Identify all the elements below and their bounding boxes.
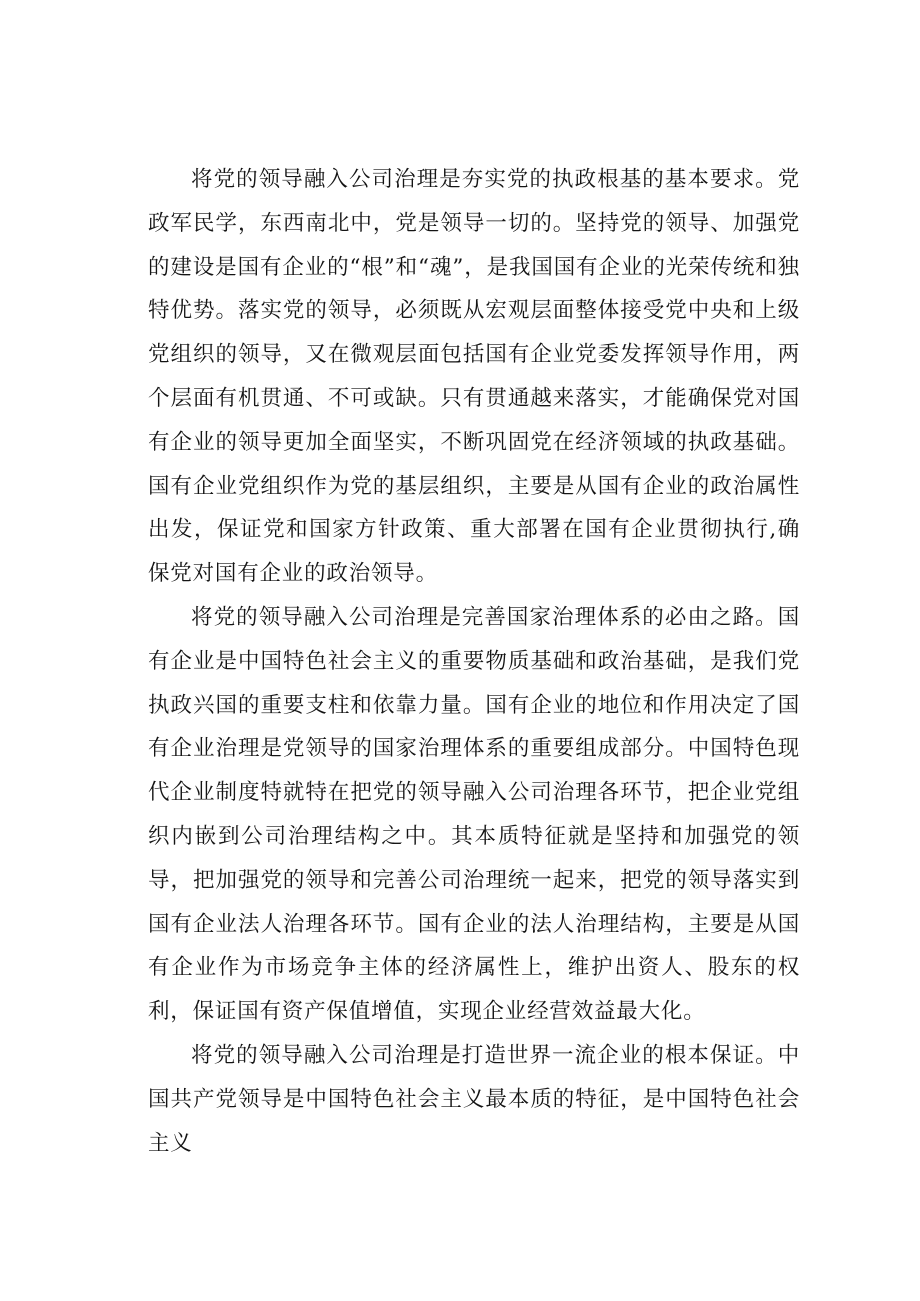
paragraph-3: 将党的领导融入公司治理是打造世界一流企业的根本保证。中国共产党领导是中国特色社会主义最本质的特征，是中国特色社会主义 [148,1042,800,1156]
document-body [148,158,800,1165]
paragraph-2: 将党的领导融入公司治理是完善国家治理体系的必由之路。国有企业是中国特色社会主义的重要物质基础和政治基础，是我们党执政兴国的重要支柱和依靠力量。国有企业的地位和作用决定了国有企业治理是党领导的国家治理体系的重要组成部分。中国特色现代企业制度特就特在把党的领导融入公司治理各环节，把企业党组织内嵌到公司治理结构之中。其本质特征就是坚持和加强党的领导，把加强党的领导和完善公司治理统一起来，把党的领导落实到国有企业法人治理各环节。国有企业的法人治理结构，主要是从国有企业作为市场竞争主体的经济属性上，维护出资人、股东的权利，保证国有资产保值增值，实现企业经营效益最大化。 [148,604,800,1025]
paragraph-1: 将党的领导融入公司治理是夯实党的执政根基的基本要求。党政军民学，东西南北中，党是领导一切的。坚持党的领导、加强党的建设是国有企业的“根”和“魂”，是我国国有企业的光荣传统和独特优势。落实党的领导，必须既从宏观层面整体接受党中央和上级党组织的领导，又在微观层面包括国有企业党委发挥领导作用，两个层面有机贯通、不可或缺。只有贯通越来落实，才能确保党对国有企业的领导更加全面坚实，不断巩固党在经济领域的执政基础。国有企业党组织作为党的基层组织，主要是从国有企业的政治属性出发，保证党和国家方针政策、重大部署在国有企业贯彻执行,确保党对国有企业的政治领导。 [148,167,800,587]
